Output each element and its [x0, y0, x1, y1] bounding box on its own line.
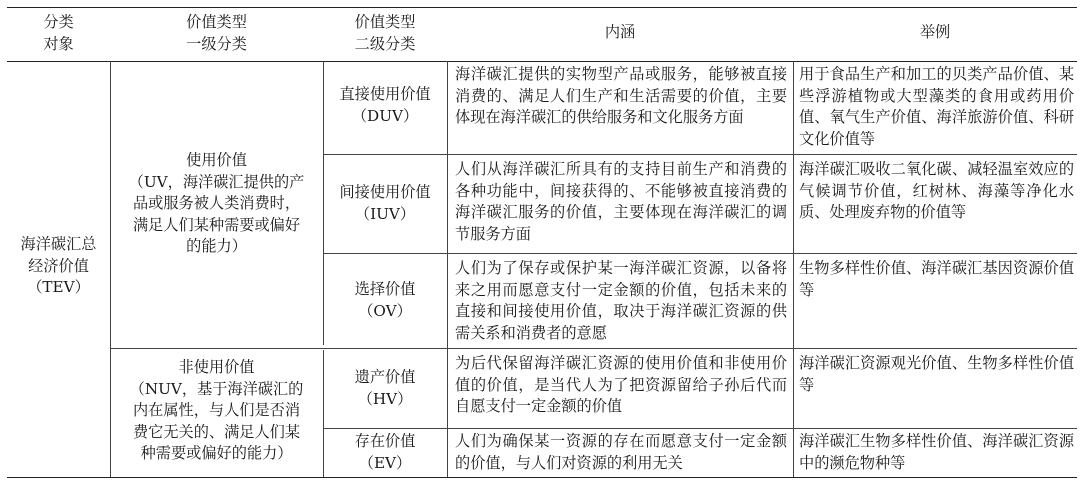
header-second-level [323, 12, 447, 55]
header-bottom-rule [7, 61, 1077, 62]
table-top-rule [7, 7, 1077, 8]
header-line: 对象 [43, 34, 74, 53]
subtype-abbr: （IUV） [354, 204, 416, 223]
meaning-hv: 为后代保留海洋碳汇资源的使用价值和非使用价值的价值，是当代人为了把资源留给子孙后代而自愿支付一定金额的价值 [455, 354, 787, 415]
use-value-line: 品或服务被人类消费时， [132, 194, 301, 212]
subtype-iuv [323, 182, 447, 225]
header-line: 二级分类 [354, 34, 416, 53]
meaning-ev: 人们为确保某一资源的存在而愿意支付一定金额的价值，与人们对资源的利用无关 [455, 432, 787, 472]
non-use-value-line: 费它无关的、满足人们某 [132, 422, 301, 441]
meaning-ov: 人们为了保存或保护某一海洋碳汇资源，以备将来之用而愿意支付一定金额的价值，包括未来的直接和间接使用价值，取决于海洋碳汇资源的供需关系和消费者的意愿 [455, 259, 787, 342]
subtype-duv [323, 84, 447, 127]
example-duv: 用于食品生产和加工的贝类产品价值、某些浮游植物或大型藻类的食用或药用价值、氧气生产价值、海洋旅游价值、科研文化价值等 [799, 65, 1074, 148]
non-use-value-title: 非使用价值 [178, 358, 255, 376]
subtype-abbr: （HV） [357, 389, 413, 408]
subtype-label: 间接使用价值 [339, 183, 431, 201]
example-hv: 海洋碳汇资源观光价值、生物多样性价值等 [799, 354, 1074, 394]
table-bottom-rule [7, 477, 1077, 478]
use-value-line: 的能力） [186, 237, 247, 255]
meaning-duv: 海洋碳汇提供的实物型产品或服务，能够被直接消费的、满足人们生产和生活需要的价值，主要体现在海洋碳汇的供给服务和文化服务方面 [455, 65, 787, 126]
example-ev: 海洋碳汇生物多样性价值、海洋碳汇资源中的濒危物种等 [799, 432, 1074, 472]
object-tev [7, 234, 110, 299]
subtype-ov [323, 279, 447, 322]
subtype-label: 选择价值 [354, 280, 416, 298]
subtype-abbr: （EV） [358, 453, 412, 472]
use-value-title: 使用价值 [186, 151, 247, 169]
header-line: 一级分类 [186, 34, 247, 53]
object-line: （TEV） [27, 278, 90, 296]
subtype-abbr: （DUV） [351, 106, 419, 125]
header-example: 举例 [919, 23, 951, 41]
value-classification-table [7, 0, 1077, 483]
col-divider [447, 61, 448, 477]
meaning-iuv: 人们从海洋碳汇所具有的支持目前生产和消费的各种功能中，间接获得的、不能够被直接消费的海洋碳汇服务的价值，主要体现在海洋碳汇的调节服务方面 [455, 160, 787, 243]
row-divider [323, 428, 1077, 429]
subtype-abbr: （OV） [358, 301, 412, 320]
header-line: 价值类型 [354, 13, 416, 31]
row-divider [110, 348, 1077, 349]
non-use-value-line: 内在属性，与人们是否消 [132, 401, 301, 419]
header-meaning: 内涵 [604, 23, 636, 41]
use-value-line: （UV，海洋碳汇提供的产 [128, 172, 305, 191]
non-use-value-line: （NUV，基于海洋碳汇的 [129, 379, 304, 398]
non-use-value [110, 357, 323, 465]
object-line: 海洋碳汇总 [20, 235, 97, 253]
row-divider [323, 154, 1077, 155]
subtype-label: 遗产价值 [354, 368, 416, 386]
header-first-level [110, 12, 323, 55]
use-value [110, 150, 323, 258]
object-line: 经济价值 [28, 256, 89, 275]
row-divider [323, 253, 1077, 254]
header-line: 分类 [43, 13, 74, 31]
subtype-ev [323, 431, 447, 474]
subtype-label: 存在价值 [354, 432, 416, 450]
non-use-value-line: 种需要或偏好的能力） [140, 444, 293, 462]
col-divider [793, 61, 794, 477]
subtype-hv [323, 367, 447, 410]
header-line: 价值类型 [186, 13, 247, 31]
header-classification-object [7, 12, 110, 55]
use-value-line: 满足人们某种需要或偏好 [132, 215, 301, 234]
example-iuv: 海洋碳汇吸收二氧化碳、减轻温室效应的气候调节价值，红树林、海藻等净化水质、处理废弃物的价值等 [799, 160, 1074, 221]
subtype-label: 直接使用价值 [339, 85, 431, 103]
example-ov: 生物多样性价值、海洋碳汇基因资源价值等 [799, 259, 1074, 299]
